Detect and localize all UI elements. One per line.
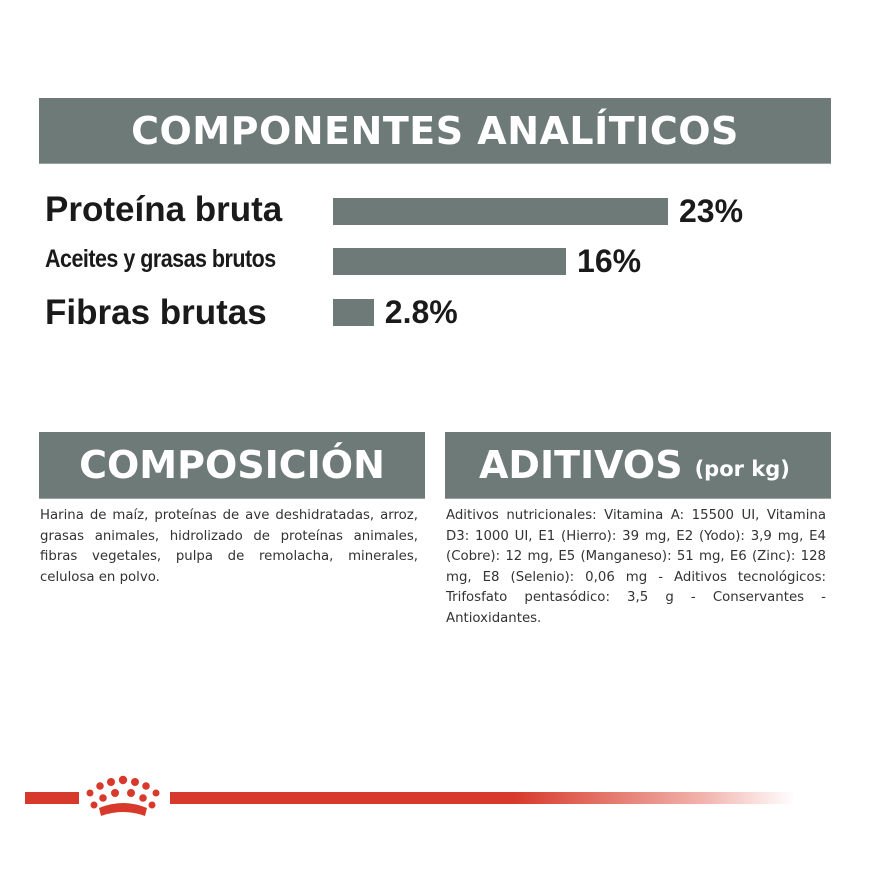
composition-title: COMPOSICIÓN [79,443,385,487]
row-label-fiber: Fibras brutas [45,293,267,332]
row-label-protein: Proteína bruta [45,190,283,229]
brand-line-right [170,792,795,804]
value-fiber: 2.8% [384,294,458,330]
value-fat: 16% [577,243,642,279]
row-label-fat: Aceites y grasas brutos [45,245,276,273]
value-protein: 23% [679,193,744,229]
bar-protein [333,198,668,225]
analytic-title: COMPONENTES ANALÍTICOS [131,108,739,153]
additives-unit: (por kg) [694,457,790,481]
composition-title-banner [39,432,425,499]
additives-title: ADITIVOS [479,443,683,487]
analytic-title-banner [39,98,831,164]
bar-fat [333,248,566,275]
additives-text: Aditivos nutricionales: Vitamina A: 15500 UI, Vitamina D3: 1000 UI, E1 (Hierro): 39 mg, E2 (Yodo): 3,9 mg, E4 (Cobre): 12 mg, E5 (Manganeso): 51 mg, E6 (Zinc): 128 mg, E8 (Selenio): 0,06 mg - Aditivos tecnológicos: Trifosfato pentasódico: 3,5 g - Conservantes - Antioxidantes. [446,508,826,626]
bar-fiber [333,299,374,326]
composition-text: Harina de maíz, proteínas de ave deshidratadas, arroz, grasas animales, hidrolizado de proteínas animales, fibras vegetales, pulpa de remolacha, minerales, celulosa en polvo. [40,508,418,585]
crown-icon [82,772,164,822]
additives-title-banner [445,432,831,499]
brand-line-left [25,792,79,804]
